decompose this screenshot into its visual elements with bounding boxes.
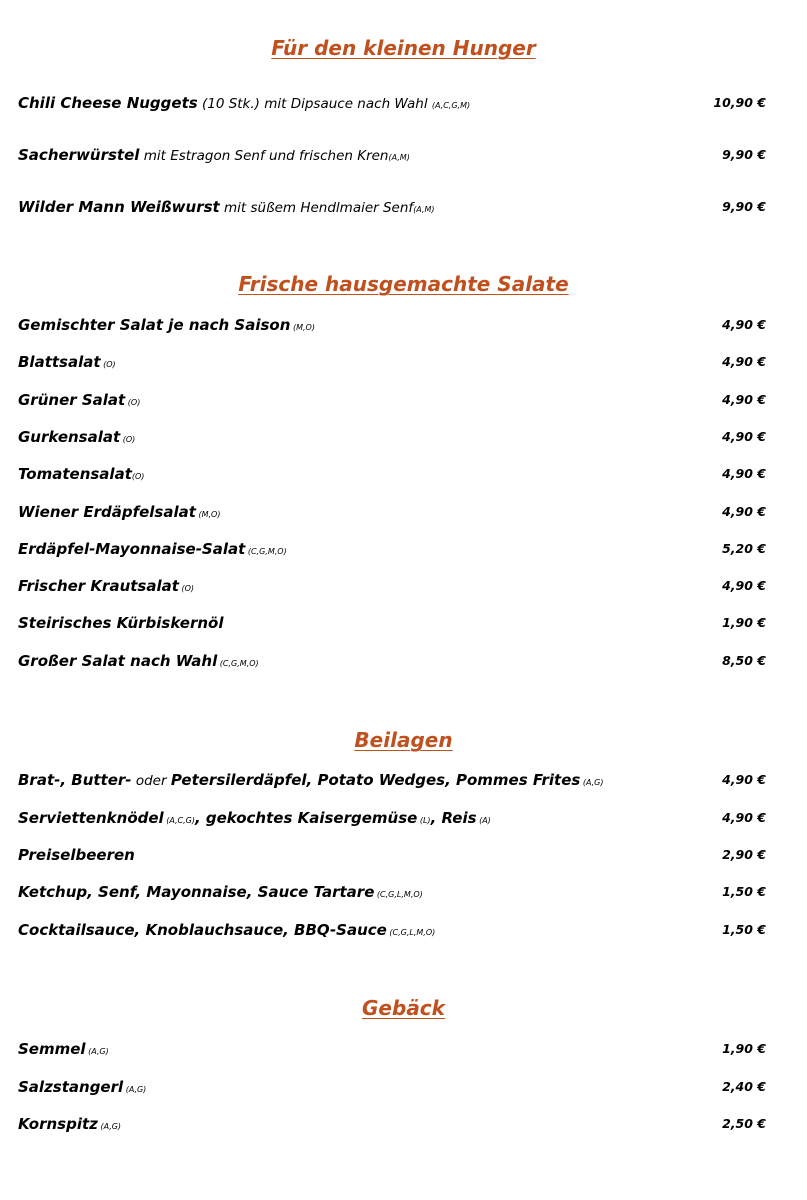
- menu-item-row: [18, 314, 766, 336]
- allergen-codes: (C,G,L,M,O): [374, 890, 423, 899]
- menu-item-row: [18, 919, 766, 941]
- menu-item-row: [18, 1038, 766, 1060]
- menu-item-price: 4,90 €: [722, 578, 766, 593]
- menu-item-name: [18, 351, 116, 376]
- menu-item-price: 9,90 €: [722, 147, 766, 162]
- item-title: Gemischter Salat je nach Saison: [18, 316, 291, 334]
- menu-item-row: [18, 1113, 766, 1135]
- allergen-codes: (O): [131, 472, 145, 481]
- item-title: Wilder Mann Weißwurst: [18, 198, 220, 216]
- menu-item-name: [18, 844, 135, 866]
- menu-item-price: 8,50 €: [722, 653, 766, 668]
- item-title: Tomatensalat: [18, 465, 132, 483]
- menu-item-price: 4,90 €: [722, 354, 766, 369]
- menu-item-row: [18, 575, 766, 597]
- menu-item-name: [18, 92, 470, 117]
- allergen-codes: (A,G): [97, 1122, 122, 1131]
- section-title-kleiner-hunger: Für den kleinen Hunger: [271, 36, 536, 60]
- section-title-salate: Frische hausgemachte Salate: [238, 272, 569, 296]
- menu-item-price: 1,90 €: [722, 615, 766, 630]
- menu-item-row: [18, 389, 766, 411]
- menu-item-price: 5,20 €: [722, 541, 766, 556]
- menu-item-name: [18, 389, 140, 414]
- item-title: Petersilerdäpfel, Potato Wedges, Pommes Frites: [170, 771, 581, 789]
- allergen-codes: (A,G): [85, 1047, 109, 1056]
- menu-item-name: [18, 881, 423, 906]
- item-title: Kornspitz: [18, 1115, 98, 1133]
- item-title: Erdäpfel-Mayonnaise-Salat: [18, 540, 246, 558]
- item-title: Steirisches Kürbiskernöl: [18, 614, 224, 632]
- menu-item-row: [18, 501, 766, 523]
- allergen-codes: (A,C,G,M): [431, 101, 471, 110]
- menu-item-name: [18, 769, 603, 794]
- allergen-codes: (A,M): [388, 153, 410, 162]
- menu-item-row: [18, 196, 766, 218]
- allergen-codes: (M,O): [195, 510, 221, 519]
- menu-item-row: [18, 650, 766, 672]
- item-description: oder: [131, 773, 171, 789]
- menu-item-row: [18, 1076, 766, 1098]
- item-title: Brat-, Butter-: [18, 771, 132, 789]
- menu-item-row: [18, 538, 766, 560]
- menu-item-row: [18, 769, 766, 791]
- allergen-codes: (A,G): [580, 778, 604, 787]
- section-title-gebaeck: Gebäck: [362, 996, 445, 1020]
- item-title: Ketchup, Senf, Mayonnaise, Sauce Tartare: [18, 883, 375, 901]
- item-description: mit Estragon Senf und frischen Kren: [139, 148, 389, 164]
- item-title: Semmel: [18, 1040, 86, 1058]
- menu-item-name: [18, 1038, 109, 1063]
- menu-item-name: [18, 807, 491, 832]
- menu-item-name: [18, 919, 435, 944]
- allergen-codes: (O): [100, 360, 116, 369]
- menu-item-name: [18, 1076, 146, 1101]
- allergen-codes: (A): [476, 816, 491, 825]
- allergen-codes: (C,G,M,O): [245, 547, 287, 556]
- menu-item-name: [18, 463, 144, 488]
- menu-item-price: 4,90 €: [722, 317, 766, 332]
- menu-item-name: [18, 575, 194, 600]
- menu-item-price: 1,50 €: [722, 884, 766, 899]
- menu-item-name: [18, 1113, 121, 1138]
- allergen-codes: (O): [178, 584, 194, 593]
- menu-item-row: [18, 807, 766, 829]
- menu-item-name: [18, 650, 259, 675]
- menu-item-row: [18, 612, 766, 634]
- menu-item-row: [18, 426, 766, 448]
- menu-item-price: 4,90 €: [722, 392, 766, 407]
- allergen-codes: (M,O): [290, 323, 315, 332]
- menu-item-price: 2,50 €: [722, 1116, 766, 1131]
- menu-item-name: [18, 426, 135, 451]
- menu-item-row: [18, 351, 766, 373]
- allergen-codes: (A,M): [413, 205, 435, 214]
- menu-item-row: [18, 881, 766, 903]
- item-title: Gurkensalat: [18, 428, 121, 446]
- item-title: Preiselbeeren: [18, 846, 135, 864]
- item-title: Grüner Salat: [18, 391, 126, 409]
- item-title: Chili Cheese Nuggets: [18, 94, 198, 112]
- allergen-codes: (C,G,L,M,O): [386, 928, 436, 937]
- menu-item-row: [18, 144, 766, 166]
- menu-item-name: [18, 144, 410, 169]
- item-description: mit süßem Hendlmaier Senf: [219, 200, 414, 216]
- item-description: (10 Stk.) mit Dipsauce nach Wahl: [197, 96, 432, 112]
- allergen-codes: (O): [120, 435, 136, 444]
- menu-item-name: [18, 612, 223, 634]
- item-title: Großer Salat nach Wahl: [18, 652, 218, 670]
- menu-item-price: 9,90 €: [722, 199, 766, 214]
- allergen-codes: (O): [125, 398, 141, 407]
- menu-item-price: 4,90 €: [722, 429, 766, 444]
- menu-item-name: [18, 314, 315, 339]
- menu-item-name: [18, 538, 287, 563]
- item-title: Wiener Erdäpfelsalat: [18, 503, 196, 521]
- menu-item-row: [18, 92, 766, 114]
- allergen-codes: (A,C,G): [163, 816, 195, 825]
- section-title-beilagen: Beilagen: [354, 728, 453, 752]
- item-title: Serviettenknödel: [18, 809, 164, 827]
- menu-item-row: [18, 463, 766, 485]
- menu-item-price: 1,90 €: [722, 1041, 766, 1056]
- item-title: , Reis: [430, 809, 477, 827]
- menu-item-price: 2,90 €: [722, 847, 766, 862]
- menu-item-price: 10,90 €: [713, 95, 766, 110]
- item-title: Sacherwürstel: [18, 146, 140, 164]
- menu-item-price: 4,90 €: [722, 810, 766, 825]
- menu-item-name: [18, 196, 435, 221]
- menu-item-price: 4,90 €: [722, 504, 766, 519]
- item-title: Cocktailsauce, Knoblauchsauce, BBQ-Sauce: [18, 921, 387, 939]
- menu-item-price: 4,90 €: [722, 772, 766, 787]
- item-title: Salzstangerl: [18, 1078, 124, 1096]
- menu-item-row: [18, 844, 766, 866]
- item-title: , gekochtes Kaisergemüse: [194, 809, 418, 827]
- item-title: Blattsalat: [18, 353, 101, 371]
- menu-item-price: 4,90 €: [722, 466, 766, 481]
- allergen-codes: (A,G): [123, 1085, 147, 1094]
- menu-item-price: 2,40 €: [722, 1079, 766, 1094]
- allergen-codes: (C,G,M,O): [217, 659, 259, 668]
- menu-item-price: 1,50 €: [722, 922, 766, 937]
- menu-item-name: [18, 501, 220, 526]
- item-title: Frischer Krautsalat: [18, 577, 179, 595]
- allergen-codes: (L): [417, 816, 431, 825]
